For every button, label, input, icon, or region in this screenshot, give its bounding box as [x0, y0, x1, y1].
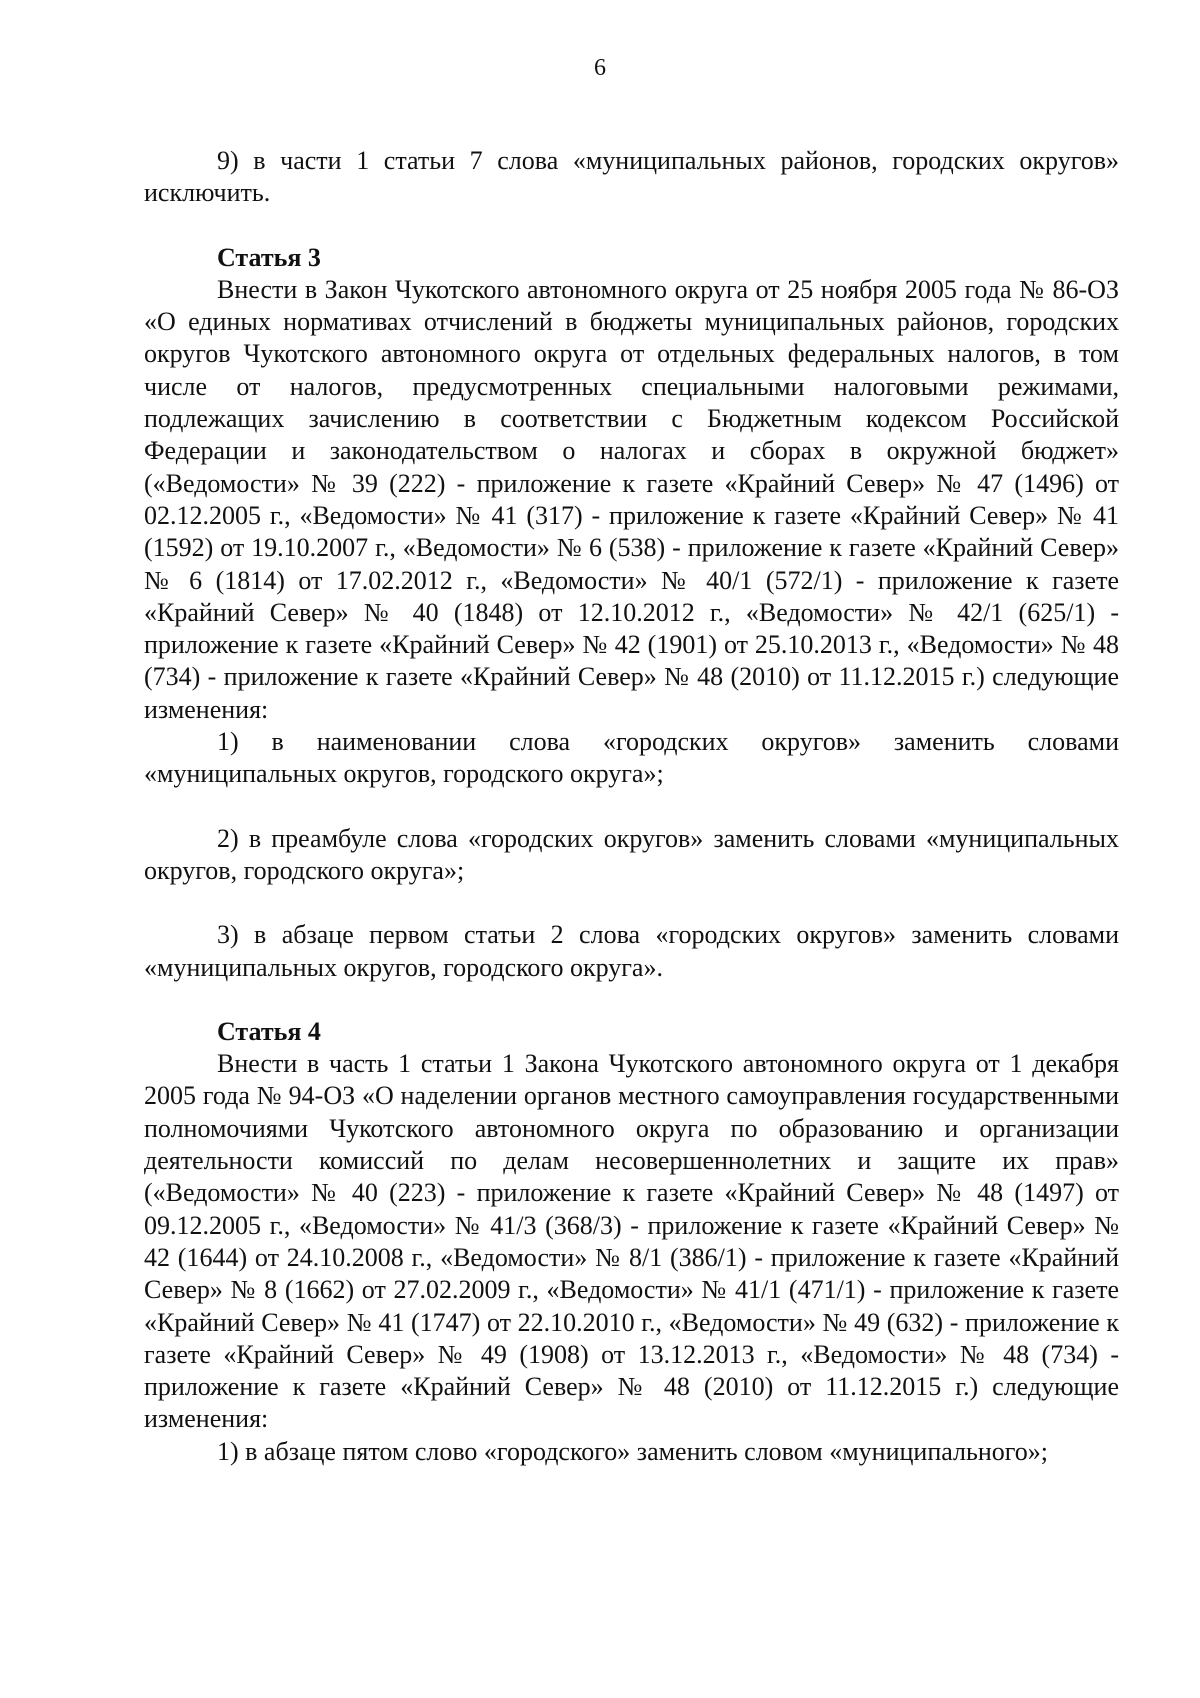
- document-body: [144, 145, 1119, 1468]
- article-4-heading: Статья 4: [217, 1016, 321, 1046]
- article-3-intro-paragraph: Внести в Закон Чукотского автономного округа от 25 ноября 2005 года № 86-ОЗ «О единых нормативах отчислений в бюджеты муниципальных районов, городских округов Чукотского автономного округа от отдельных федеральных налогов, в том числе от налогов, предусмотренных специальными налоговыми режимами, подлежащих зачислению в соответствии с Бюджетным кодексом Российской Федерации и законодательством о налогах и сборах в окружной бюджет» («Ведомости» № 39 (222) - приложение к газете «Крайний Север» № 47 (1496) от 02.12.2005 г., «Ведомости» № 41 (317) - приложение к газете «Крайний Север» № 41 (1592) от 19.10.2007 г., «Ведомости» № 6 (538) - приложение к газете «Крайний Север» № 6 (1814) от 17.02.2012 г., «Ведомости» № 40/1 (572/1) - приложение к газете «Крайний Север» № 40 (1848) от 12.10.2012 г., «Ведомости» № 42/1 (625/1) - приложение к газете «Крайний Север» № 42 (1901) от 25.10.2013 г., «Ведомости» № 48 (734) - приложение к газете «Крайний Север» № 48 (2010) от 11.12.2015 г.) следующие изменения:: [144, 274, 1119, 724]
- article-4-intro-paragraph: Внести в часть 1 статьи 1 Закона Чукотского автономного округа от 1 декабря 2005 года № 94-ОЗ «О наделении органов местного самоуправления государственными полномочиями Чукотского автономного округа по образованию и организации деятельности комиссий по делам несовершеннолетних и защите их прав» («Ведомости» № 40 (223) - приложение к газете «Крайний Север» № 48 (1497) от 09.12.2005 г., «Ведомости» № 41/3 (368/3) - приложение к газете «Крайний Север» № 42 (1644) от 24.10.2008 г., «Ведомости» № 8/1 (386/1) - приложение к газете «Крайний Север» № 8 (1662) от 27.02.2009 г., «Ведомости» № 41/1 (471/1) - приложение к газете «Крайний Север» № 41 (1747) от 22.10.2010 г., «Ведомости» № 49 (632) - приложение к газете «Крайний Север» № 49 (1908) от 13.12.2013 г., «Ведомости» № 48 (734) - приложение к газете «Крайний Север» № 48 (2010) от 11.12.2015 г.) следующие изменения:: [144, 1049, 1119, 1434]
- article-3-heading: Статья 3: [217, 242, 321, 272]
- article-3-item-1: 1) в наименовании слова «городских округов» заменить словами «муниципальных округов, городского округа»;: [144, 727, 1119, 789]
- article-4-item-1: 1) в абзаце пятом слово «городского» заменить словом «муниципального»;: [217, 1436, 1048, 1466]
- item-9-paragraph: 9) в части 1 статьи 7 слова «муниципальных районов, городских округов» исключить.: [144, 146, 1119, 208]
- page-number: 6: [594, 55, 606, 81]
- article-3-item-3: 3) в абзаце первом статьи 2 слова «городских округов» заменить словами «муниципальных округов, городского округа».: [144, 920, 1119, 982]
- article-3-item-2: 2) в преамбуле слова «городских округов» заменить словами «муниципальных округов, городского округа»;: [144, 823, 1119, 885]
